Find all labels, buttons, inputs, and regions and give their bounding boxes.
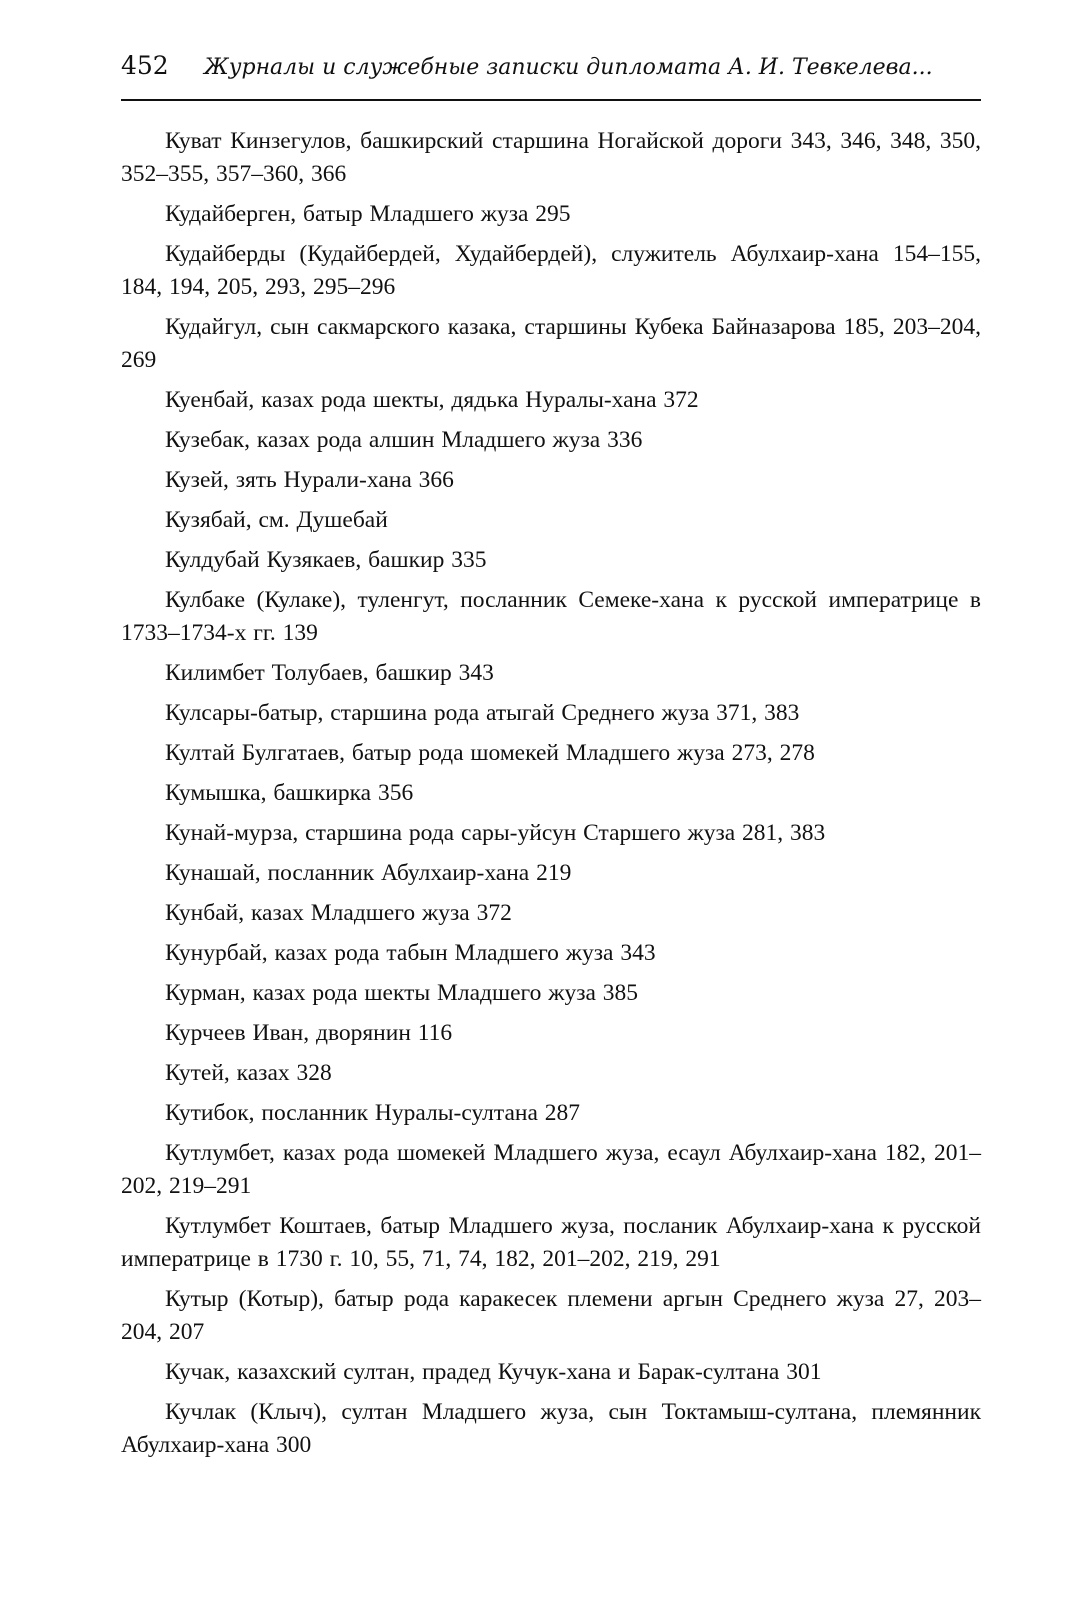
index-entry: Култай Булгатаев, батыр рода шомекей Младшего жуза 273, 278 — [165, 740, 815, 766]
index-entry: Кулдубай Кузякаев, башкир 335 — [165, 547, 487, 573]
index-entry: Кудайберды (Кудайбердей, Худайбердей), служитель Абулхаир-хана 154–155, 184, 194, 205, 293, 295–296 — [121, 241, 981, 300]
index-entry: Кунбай, казах Младшего жуза 372 — [165, 900, 512, 926]
index-entry: Кутлумбет Коштаев, батыр Младшего жуза, посланик Абулхаир-хана к русской императрице в 1730 г. 10, 55, 71, 74, 182, 201–202, 219, 291 — [121, 1213, 981, 1272]
page-header — [121, 48, 981, 98]
index-entry: Курчеев Иван, дворянин 116 — [165, 1020, 453, 1046]
index-entry: Куенбай, казах рода шекты, дядька Нуралы-хана 372 — [165, 387, 699, 413]
index-entry: Кулбаке (Кулаке), туленгут, посланник Семеке-хана к русской императрице в 1733–1734-х гг. 139 — [121, 587, 981, 646]
running-title: Журналы и служебные записки дипломата А. И. Тевкелева... — [204, 55, 933, 80]
index-entry: Кунурбай, казах рода табын Младшего жуза 343 — [165, 940, 656, 966]
index-entry: Кучлак (Клыч), султан Младшего жуза, сын Токтамыш-султана, племянник Абулхаир-хана 300 — [121, 1399, 981, 1458]
index-entry: Кузябай, см. Душебай — [165, 507, 388, 533]
index-entry: Кутей, казах 328 — [165, 1060, 332, 1086]
index-entry: Кутлумбет, казах рода шомекей Младшего жуза, есаул Абулхаир-хана 182, 201–202, 219–291 — [121, 1140, 981, 1199]
index-entry: Кучак, казахский султан, прадед Кучук-хана и Барак-султана 301 — [165, 1359, 822, 1385]
page-number: 452 — [121, 51, 169, 80]
index-entry: Кумышка, башкирка 356 — [165, 780, 414, 806]
index-entry: Кудайберген, батыр Младшего жуза 295 — [165, 201, 571, 227]
index-entry: Кузебак, казах рода алшин Младшего жуза 336 — [165, 427, 643, 453]
index-entry: Кунашай, посланник Абулхаир-хана 219 — [165, 860, 572, 886]
index-entry: Курман, казах рода шекты Младшего жуза 385 — [165, 980, 639, 1006]
index-entry: Кутыр (Котыр), батыр рода каракесек племени аргын Среднего жуза 27, 203–204, 207 — [121, 1286, 981, 1345]
index-entry: Кудайгул, сын сакмарского казака, старшины Кубека Байназарова 185, 203–204, 269 — [121, 314, 981, 373]
index-entry: Куват Кинзегулов, башкирский старшина Ногайской дороги 343, 346, 348, 350, 352–355, 357–360, 366 — [121, 128, 981, 187]
index-entry: Кунай-мурза, старшина рода сары-уйсун Старшего жуза 281, 383 — [165, 820, 826, 846]
index-entry: Кутибок, посланник Нуралы-султана 287 — [165, 1100, 581, 1126]
index-entry: Кузей, зять Нурали-хана 366 — [165, 467, 454, 493]
header-rule — [121, 99, 981, 101]
index-entry: Килимбет Толубаев, башкир 343 — [165, 660, 494, 686]
name-index — [121, 125, 981, 1469]
index-entry: Кулсары-батыр, старшина рода атыгай Среднего жуза 371, 383 — [165, 700, 800, 726]
